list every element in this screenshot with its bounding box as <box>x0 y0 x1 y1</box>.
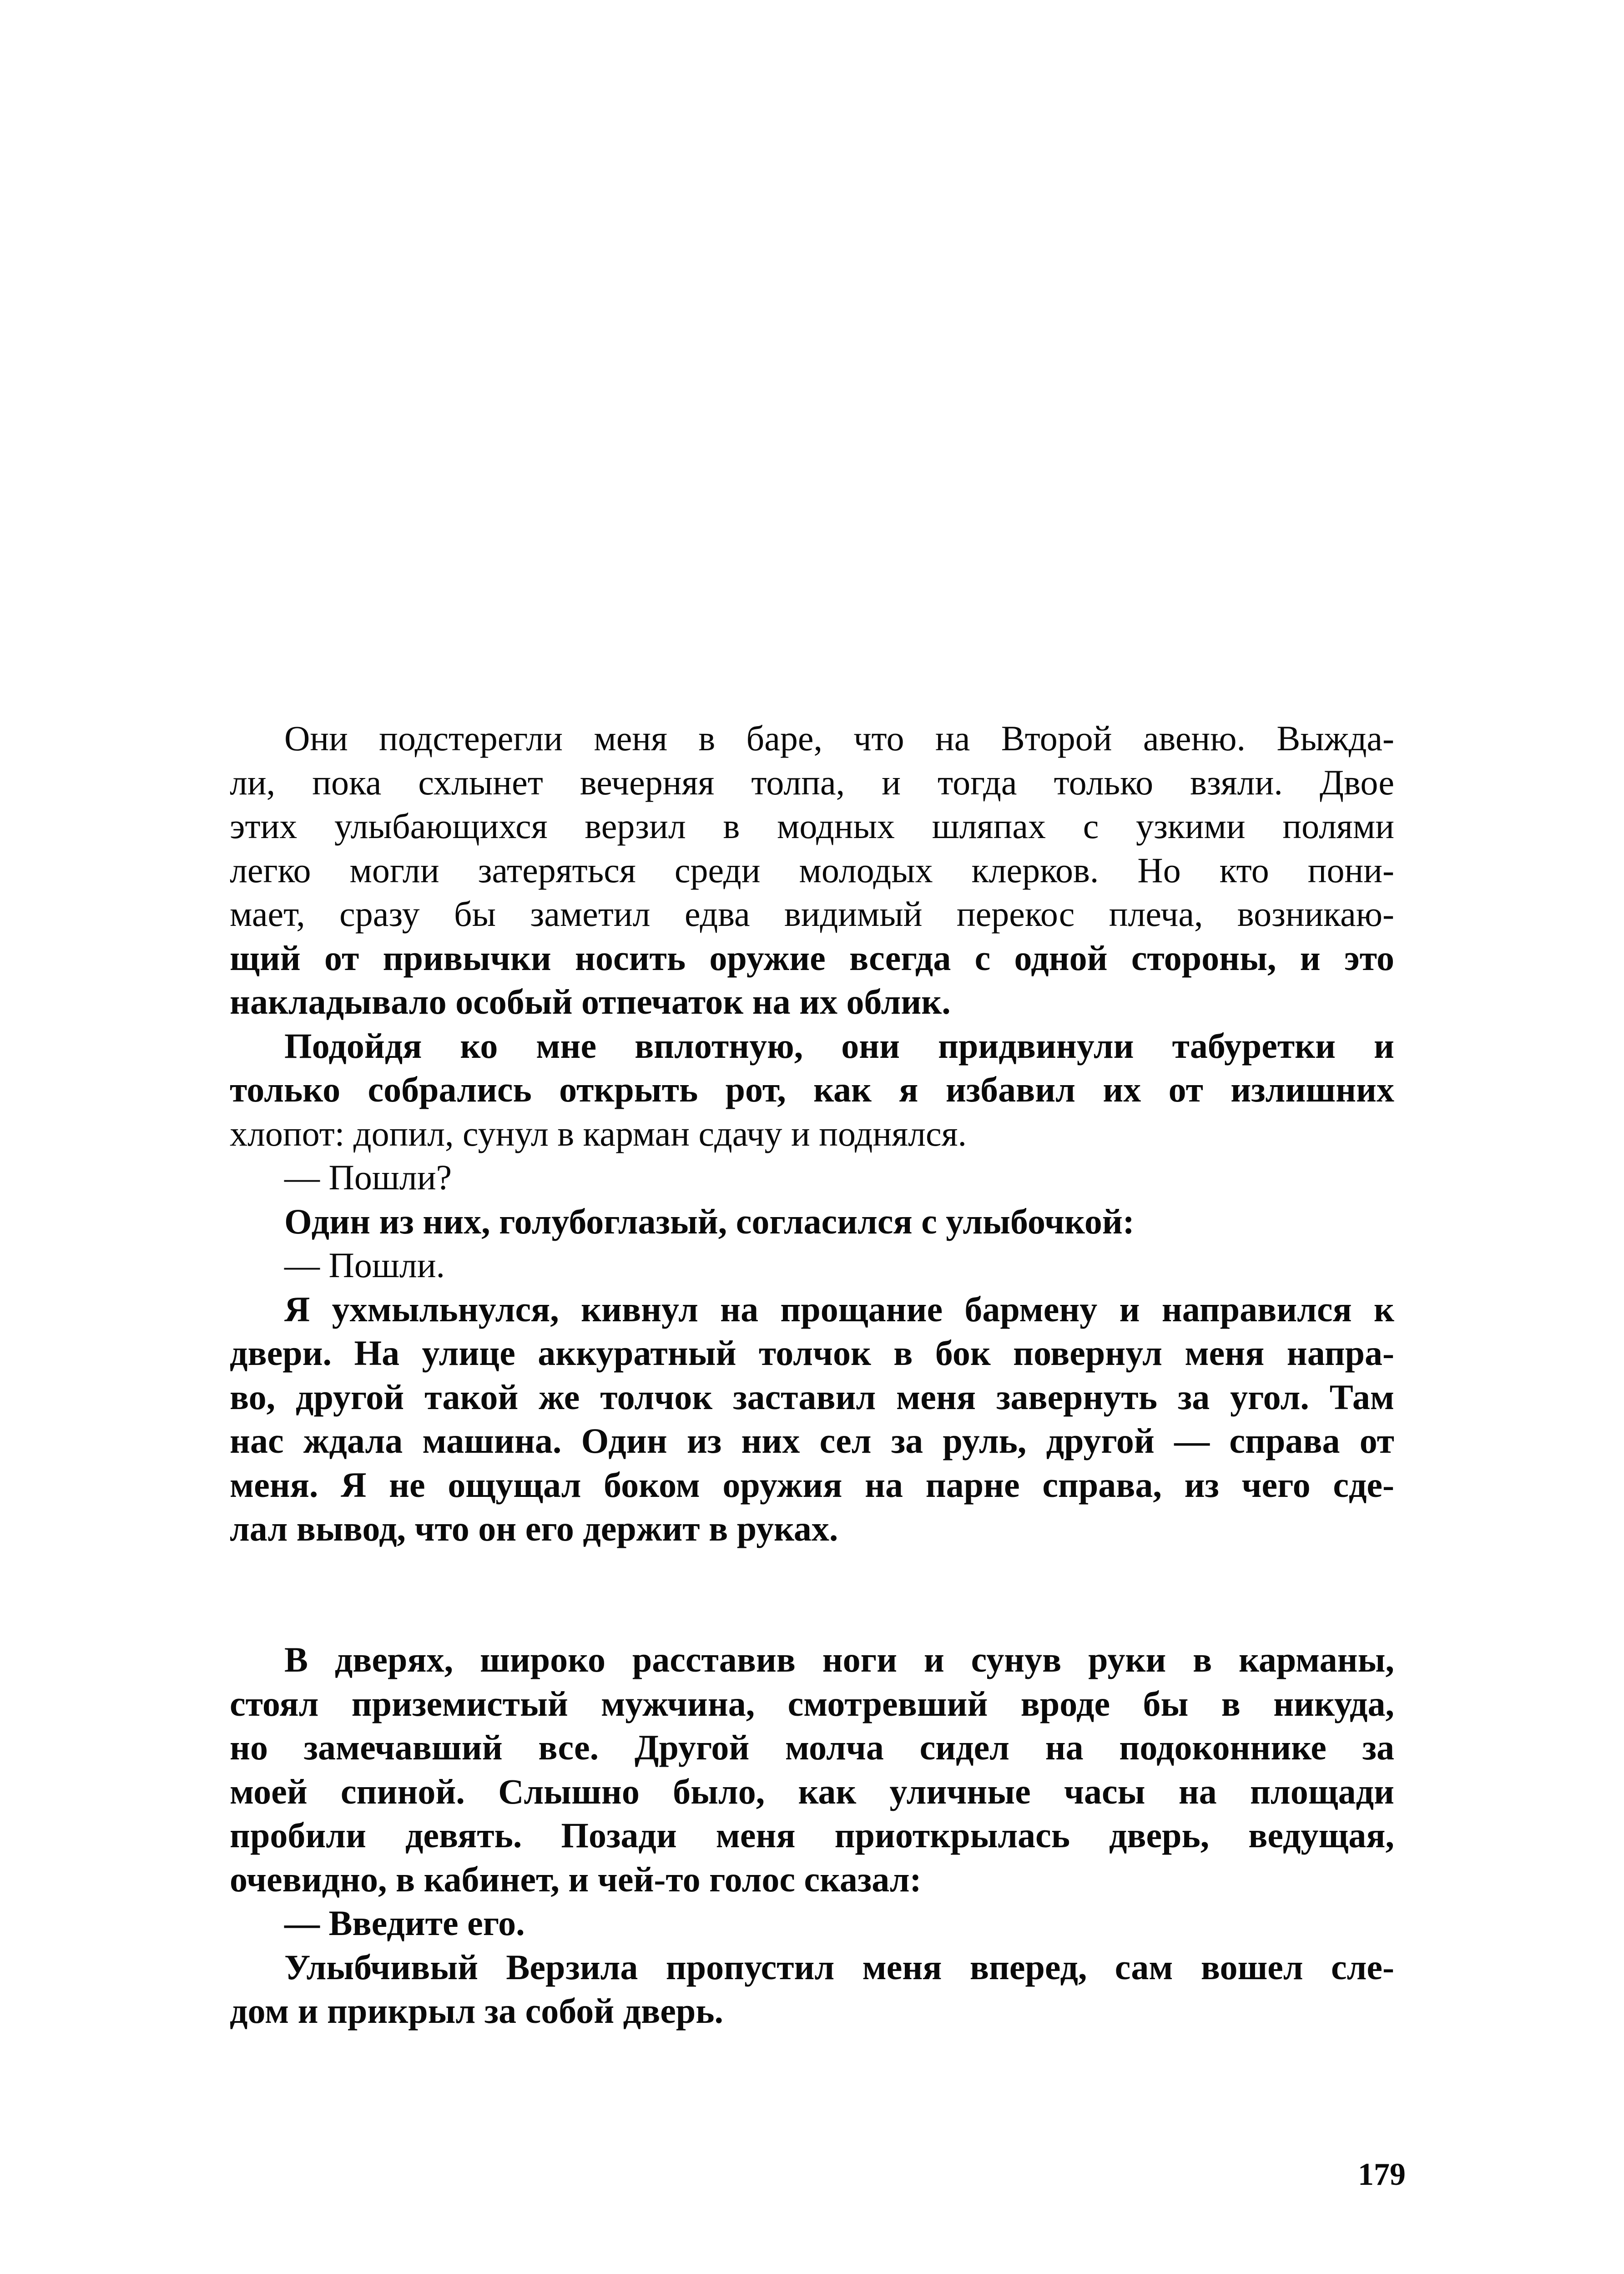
text-line: во, другой такой же толчок заставил меня завернуть за угол. Там <box>230 1377 1394 1417</box>
text-line: щий от привычки носить оружие всегда с одной стороны, и это <box>230 938 1394 978</box>
text-line: легко могли затеряться среди молодых клерков. Но кто пони- <box>230 850 1394 890</box>
text-line: меня. Я не ощущал боком оружия на парне справа, из чего сде- <box>230 1465 1394 1505</box>
text-line: этих улыбающихся верзил в модных шляпах с узкими полями <box>230 806 1394 846</box>
text-line: нас ждала машина. Один из них сел за руль, другой — справа от <box>230 1421 1394 1460</box>
text-line: пробили девять. Позади меня приоткрылась дверь, ведущая, <box>230 1815 1394 1855</box>
text-line: — Пошли? <box>284 1157 452 1197</box>
text-line: но замечавший все. Другой молча сидел на подоконнике за <box>230 1728 1394 1767</box>
text-section-2 <box>230 1638 1394 2033</box>
text-line: только собрались открыть рот, как я избавил их от излишних <box>230 1070 1394 1109</box>
text-line: Один из них, голубоглазый, согласился с улыбочкой: <box>284 1201 1135 1241</box>
text-section-1 <box>230 717 1394 1551</box>
text-line: очевидно, в кабинет, и чей-то голос сказал: <box>230 1859 922 1899</box>
text-line: Я ухмыльнулся, кивнул на прощание бармену и направился к <box>284 1289 1394 1329</box>
text-line: накладывало особый отпечаток на их облик. <box>230 982 951 1021</box>
text-line: дом и прикрыл за собой дверь. <box>230 1991 723 2031</box>
text-line: Они подстерегли меня в баре, что на Второй авеню. Выжда- <box>284 718 1394 758</box>
text-line: ли, пока схлынет вечерняя толпа, и тогда только взяли. Двое <box>230 762 1394 802</box>
text-line: стоял приземистый мужчина, смотревший вроде бы в никуда, <box>230 1683 1394 1723</box>
text-line: моей спиной. Слышно было, как уличные часы на площади <box>230 1771 1394 1811</box>
text-line: В дверях, широко расставив ноги и сунув руки в карманы, <box>284 1640 1394 1679</box>
text-line: хлопот: допил, сунул в карман сдачу и поднялся. <box>230 1113 967 1153</box>
text-line: — Введите его. <box>284 1903 525 1943</box>
text-line: — Пошли. <box>284 1245 445 1285</box>
text-line: Подойдя ко мне вплотную, они придвинули табуретки и <box>284 1026 1394 1066</box>
text-line: лал вывод, что он его держит в руках. <box>230 1509 838 1548</box>
text-line: Улыбчивый Верзила пропустил меня вперед, сам вошел сле- <box>284 1947 1394 1987</box>
text-line: двери. На улице аккуратный толчок в бок повернул меня напра- <box>230 1333 1394 1373</box>
page-number: 179 <box>1358 2157 1406 2192</box>
text-line: мает, сразу бы заметил едва видимый перекос плеча, возникаю- <box>230 894 1394 934</box>
